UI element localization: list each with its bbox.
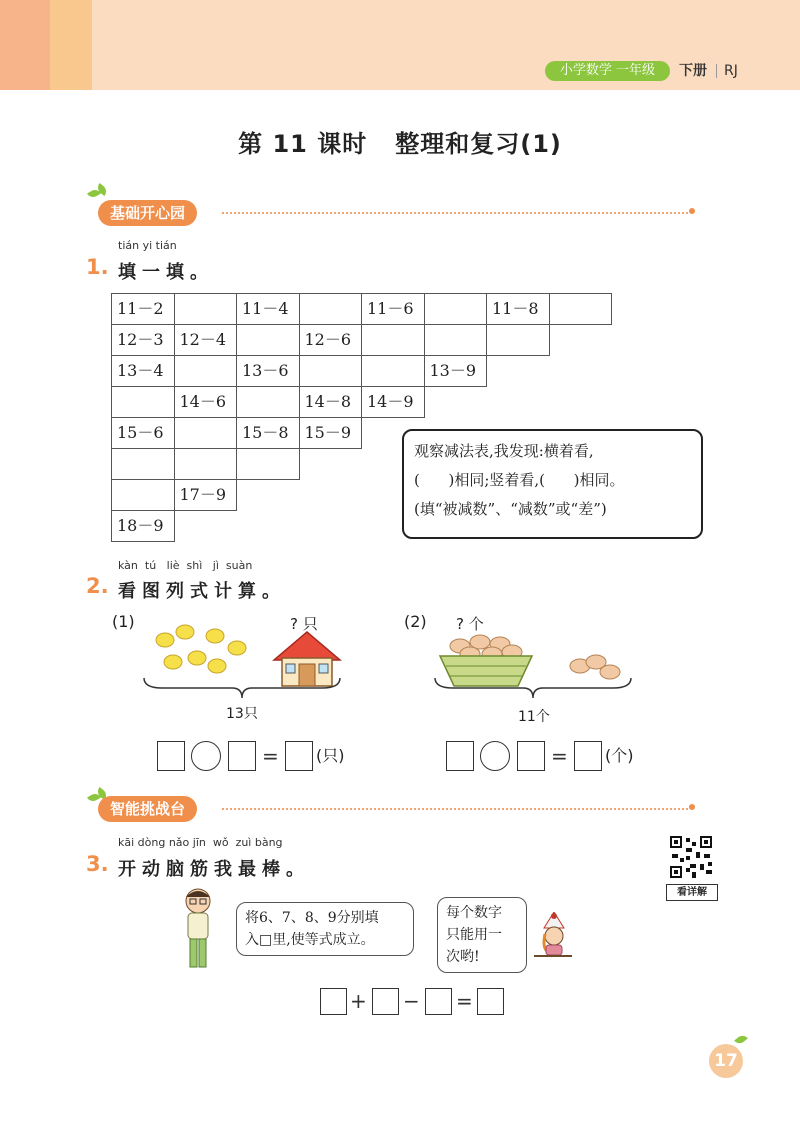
table-cell: 11－8 <box>486 293 550 325</box>
q3-text: 开动脑筋我最棒。 <box>118 859 310 880</box>
answer-box[interactable] <box>157 741 185 771</box>
table-cell: 11－4 <box>236 293 300 325</box>
header-divider <box>716 64 717 78</box>
answer-box[interactable] <box>320 988 347 1015</box>
volume-label: 下册 <box>679 63 707 79</box>
divider-end-dot <box>689 804 695 810</box>
table-cell: 13－9 <box>424 355 488 387</box>
answer-box[interactable] <box>446 741 474 771</box>
table-cell[interactable] <box>174 355 238 387</box>
table-cell: 15－9 <box>299 417 363 449</box>
header-stripe <box>0 0 50 90</box>
observation-line-1: 观察减法表,我发现:横着看, <box>414 442 594 460</box>
subject-grade-badge: 小学数学 一年级 <box>545 61 670 81</box>
unit-label: (个) <box>605 746 634 765</box>
q2-part1-label: (1) <box>112 612 135 631</box>
table-cell: 14－6 <box>174 386 238 418</box>
operator-circle[interactable] <box>191 741 221 771</box>
dotted-divider <box>222 808 688 810</box>
table-cell[interactable] <box>361 324 425 356</box>
answer-box[interactable] <box>517 741 545 771</box>
q2-text: 看图列式计算。 <box>118 581 286 602</box>
edition-label: RJ <box>724 63 738 79</box>
boy-character-illustration <box>178 885 218 973</box>
table-cell[interactable] <box>299 355 363 387</box>
table-cell: 12－6 <box>299 324 363 356</box>
q1-number: 1. <box>86 255 109 279</box>
qr-code-icon[interactable] <box>668 834 714 880</box>
brace-2 <box>433 676 633 702</box>
table-cell: 15－6 <box>111 417 175 449</box>
answer-box[interactable] <box>574 741 602 771</box>
table-cell[interactable] <box>236 448 300 480</box>
hint-left-line-1: 将6、7、8、9分别填 <box>245 910 379 926</box>
table-cell[interactable] <box>361 355 425 387</box>
dotted-divider <box>222 212 688 214</box>
page-number: 17 <box>709 1044 743 1078</box>
section-banner-challenge: 智能挑战台 <box>98 796 197 822</box>
leaf-icon <box>734 1033 748 1046</box>
hint-left-line-2: 入□里,使等式成立。 <box>245 932 375 948</box>
section-banner-basic: 基础开心园 <box>98 200 197 226</box>
hint-right-line-2: 只能用一 <box>446 927 502 943</box>
equals-sign: = <box>262 744 279 768</box>
q2-part2-label: (2) <box>404 612 427 631</box>
q2-part2-question: ? 个 <box>456 615 484 633</box>
table-cell: 15－8 <box>236 417 300 449</box>
table-cell: 11－6 <box>361 293 425 325</box>
observation-box <box>402 429 703 539</box>
q2-number: 2. <box>86 574 109 598</box>
table-cell: 18－9 <box>111 510 175 542</box>
answer-box[interactable] <box>372 988 399 1015</box>
answer-box[interactable] <box>228 741 256 771</box>
table-cell[interactable] <box>111 386 175 418</box>
table-cell: 13－4 <box>111 355 175 387</box>
minus-sign: − <box>403 989 420 1013</box>
table-cell[interactable] <box>299 293 363 325</box>
observation-line-2: ( )相同;竖着看,( )相同。 <box>414 471 625 489</box>
q3-pinyin: kāi dòng nǎo jīn wǒ zuì bàng <box>118 836 283 849</box>
table-cell[interactable] <box>111 479 175 511</box>
table-cell: 14－9 <box>361 386 425 418</box>
hint-right-line-3: 次哟! <box>446 949 480 965</box>
table-cell[interactable] <box>236 324 300 356</box>
q2-part2-total: 11个 <box>518 709 550 725</box>
table-cell: 17－9 <box>174 479 238 511</box>
girl-character-illustration <box>532 912 576 962</box>
operator-circle[interactable] <box>480 741 510 771</box>
q2-pinyin: kàn tú liè shì jì suàn <box>118 559 253 572</box>
hint-bubble-left <box>236 902 414 956</box>
qr-label: 看详解 <box>666 884 718 901</box>
equals-sign: = <box>456 989 473 1013</box>
hint-bubble-right <box>437 897 527 973</box>
table-cell[interactable] <box>111 448 175 480</box>
answer-box[interactable] <box>285 741 313 771</box>
q1-text: 填一填。 <box>118 262 214 283</box>
divider-end-dot <box>689 208 695 214</box>
observation-line-3: (填“被减数”、“减数”或“差”) <box>414 500 607 518</box>
hint-right-line-1: 每个数字 <box>446 905 502 921</box>
table-cell[interactable] <box>424 293 488 325</box>
unit-label: (只) <box>316 746 345 765</box>
q3-number: 3. <box>86 852 109 876</box>
table-cell[interactable] <box>549 293 613 325</box>
table-cell[interactable] <box>236 386 300 418</box>
table-cell[interactable] <box>486 324 550 356</box>
chicks-illustration <box>145 622 255 682</box>
table-cell[interactable] <box>424 324 488 356</box>
answer-box[interactable] <box>425 988 452 1015</box>
table-cell: 12－4 <box>174 324 238 356</box>
table-cell[interactable] <box>174 448 238 480</box>
brace-1 <box>142 676 342 702</box>
q2-part1-total: 13只 <box>226 706 258 722</box>
q2-part1-question: ? 只 <box>290 615 318 633</box>
lesson-title: 第 11 课时 整理和复习(1) <box>238 130 562 158</box>
table-cell: 11－2 <box>111 293 175 325</box>
q1-pinyin: tián yi tián <box>118 239 177 252</box>
table-cell[interactable] <box>174 293 238 325</box>
header-stripe <box>50 0 92 90</box>
plus-sign: + <box>350 989 367 1013</box>
table-cell: 13－6 <box>236 355 300 387</box>
table-cell[interactable] <box>174 417 238 449</box>
answer-box[interactable] <box>477 988 504 1015</box>
table-cell: 14－8 <box>299 386 363 418</box>
equals-sign: = <box>551 744 568 768</box>
table-cell: 12－3 <box>111 324 175 356</box>
